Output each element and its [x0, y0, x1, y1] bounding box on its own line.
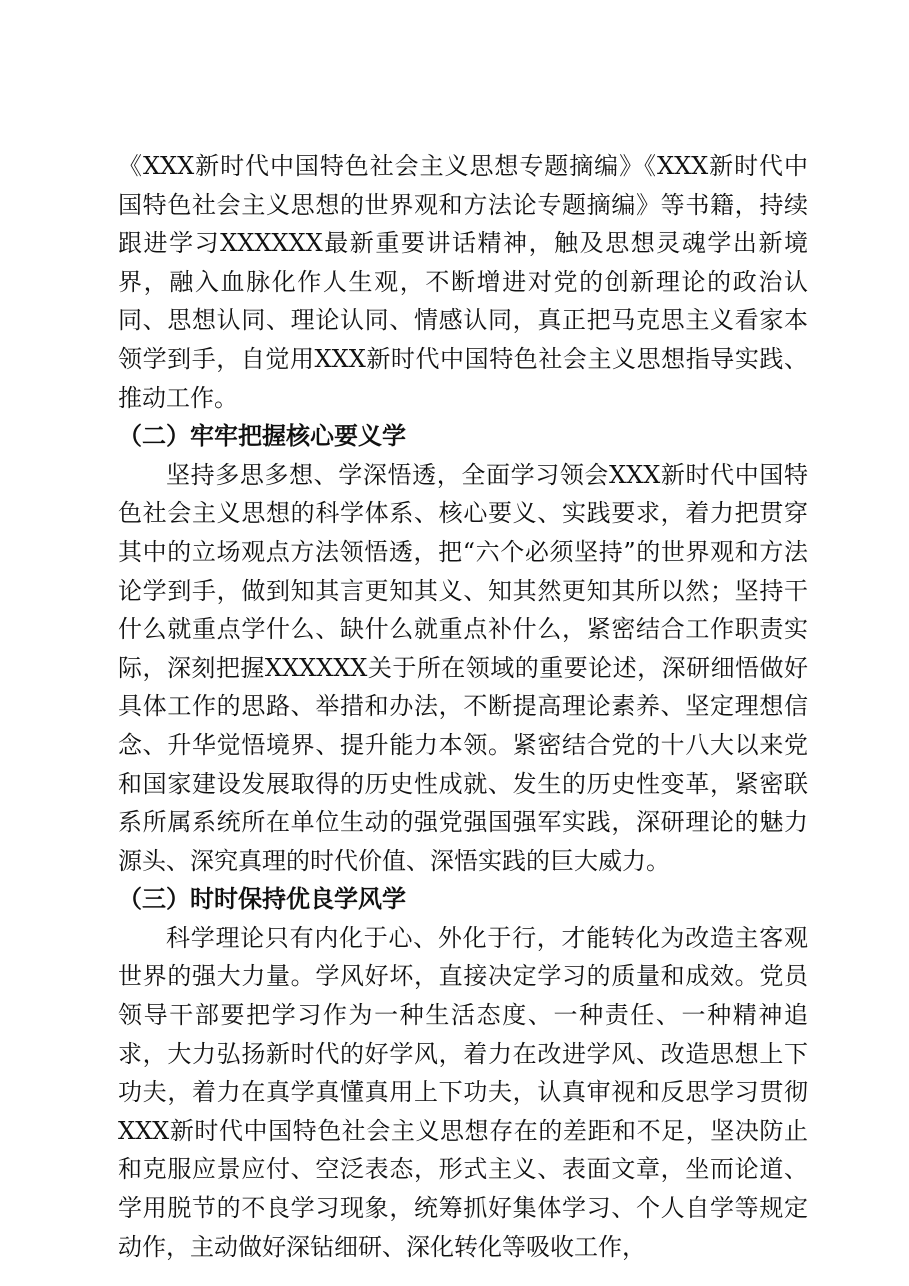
paragraph-section-3: 科学理论只有内化于心、外化于行，才能转化为改造主客观世界的强大力量。学风好坏，直接决定学习的质量和成效。党员领导干部要把学习作为一种生活态度、一种责任、一种精神追求，大力弘扬新时代的好学风，着力在改进学风、改造思想上下功夫，着力在真学真懂真用上下功夫，认真审视和反思学习贯彻XXX新时代中国特色社会主义思想存在的差距和不足，坚决防止和克服应景应付、空泛表态，形式主义、表面文章，坐而论道、学用脱节的不良学习现象，统筹抓好集体学习、个人自学等规定动作，主动做好深钻细研、深化转化等吸收工作， — [118, 923, 808, 1261]
paragraph-continued: 《XXX新时代中国特色社会主义思想专题摘编》《XXX新时代中国特色社会主义思想的世界观和方法论专题摘编》等书籍，持续跟进学习XXXXXX最新重要讲话精神，触及思想灵魂学出新境界，融入血脉化作人生观，不断增进对党的创新理论的政治认同、思想认同、理论认同、情感认同，真正把马克思主义看家本领学到手，自觉用XXX新时代中国特色社会主义思想指导实践、推动工作。 — [118, 152, 808, 412]
section-heading-2: （二）牢牢把握核心要义学 — [118, 421, 406, 451]
section-heading-3: （三）时时保持优良学风学 — [118, 884, 406, 914]
paragraph-section-2: 坚持多思多想、学深悟透，全面学习领会XXX新时代中国特色社会主义思想的科学体系、核心要义、实践要求，着力把贯穿其中的立场观点方法领悟透，把“六个必须坚持”的世界观和方法论学到手，做到知其言更知其义、知其然更知其所以然；坚持干什么就重点学什么、缺什么就重点补什么，紧密结合工作职责实际，深刻把握XXXXXX关于所在领域的重要论述，深研细悟做好具体工作的思路、举措和办法，不断提高理论素养、坚定理想信念、升华觉悟境界、提升能力本领。紧密结合党的十八大以来党和国家建设发展取得的历史性成就、发生的历史性变革，紧密联系所属系统所在单位生动的强党强国强军实践，深研理论的魅力源头、深究真理的时代价值、深悟实践的巨大威力。 — [118, 460, 808, 875]
document-body — [118, 147, 808, 1266]
